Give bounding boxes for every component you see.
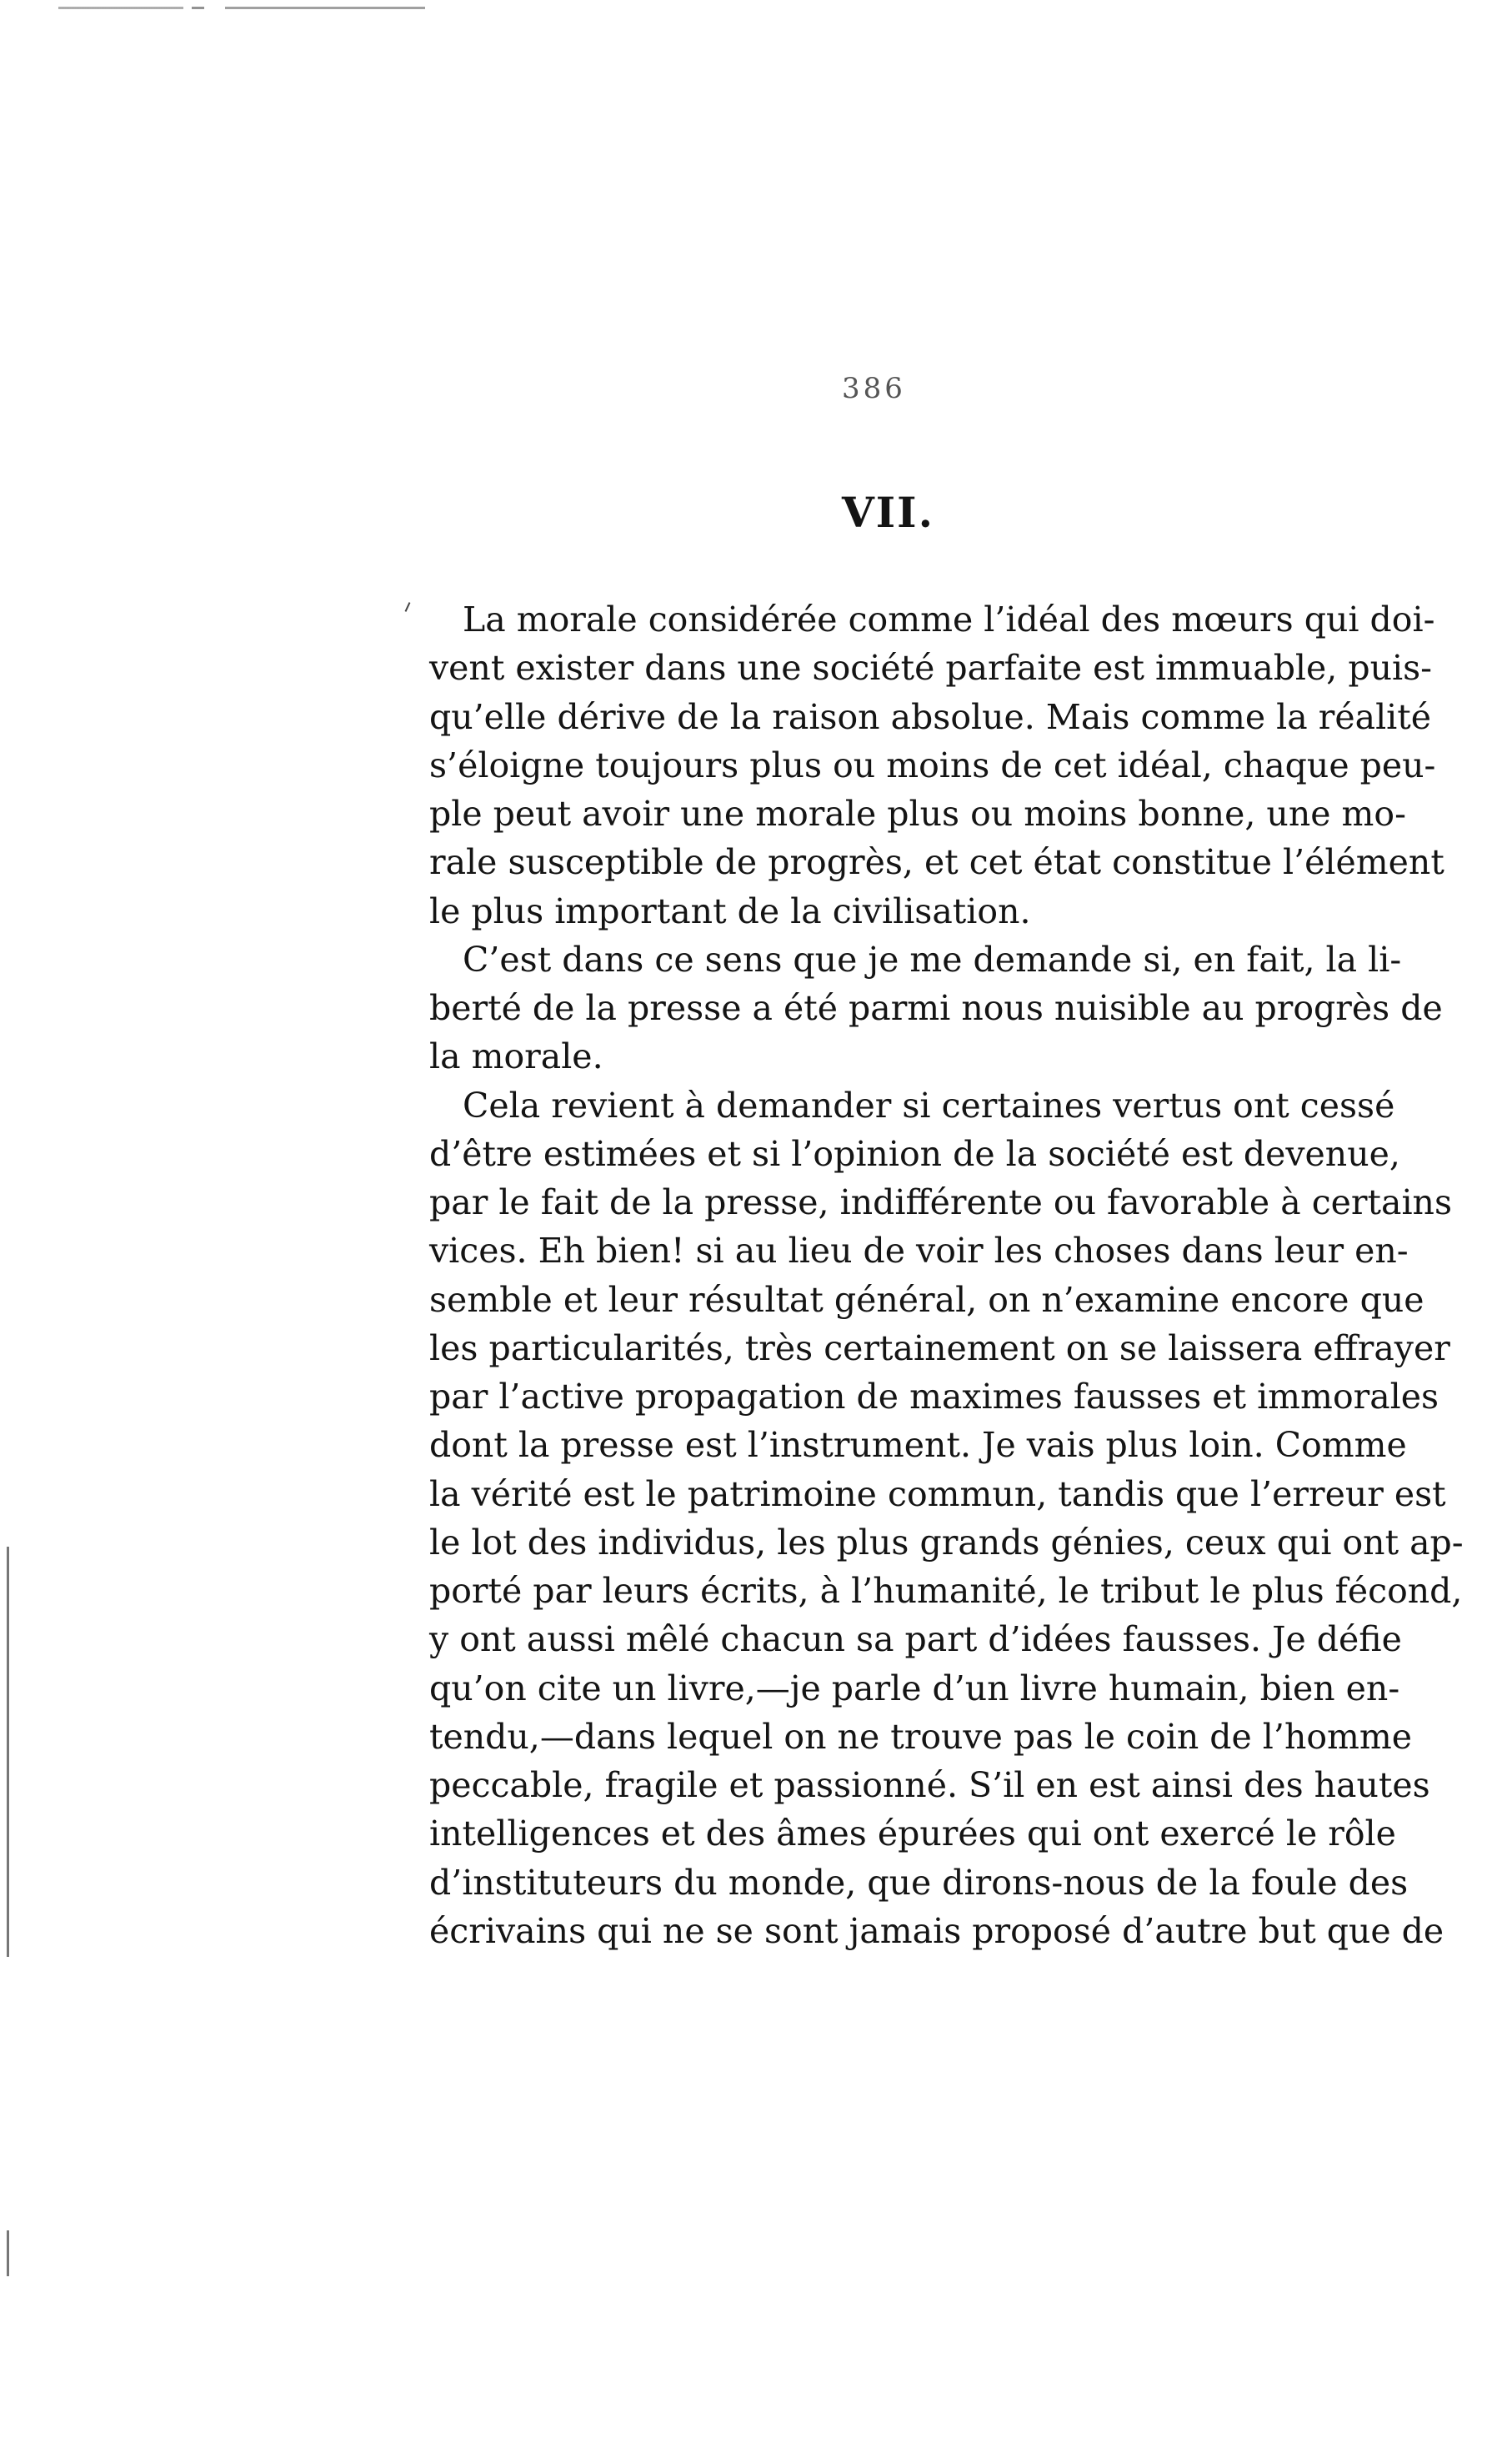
text-line: la vérité est le patrimoine commun, tandis que l’erreur est	[429, 1473, 1446, 1514]
text-line: le plus important de la civilisation.	[429, 890, 1031, 931]
text-line: La morale considérée comme l’idéal des mœurs qui doi-	[463, 599, 1435, 640]
margin-tick	[7, 1897, 9, 1957]
text-line: la morale.	[429, 1036, 603, 1077]
margin-tick	[7, 1697, 9, 1747]
text-line: y ont aussi mêlé chacun sa part d’idées fausses. Je défie	[429, 1619, 1402, 1660]
stray-ink-mark	[405, 602, 411, 612]
text-line: berté de la presse a été parmi nous nuisible au progrès de	[429, 988, 1443, 1028]
text-line: dont la presse est l’instrument. Je vais plus loin. Comme	[429, 1425, 1407, 1466]
text-line: par le fait de la presse, indifférente ou favorable à certains	[429, 1182, 1452, 1222]
text-line: intelligences et des âmes épurées qui ont exercé le rôle	[429, 1813, 1396, 1854]
text-line: ple peut avoir une morale plus ou moins bonne, une mo-	[429, 794, 1406, 834]
text-line: vent exister dans une société parfaite est immuable, puis-	[429, 648, 1433, 689]
text-line: le lot des individus, les plus grands génies, ceux qui ont ap-	[429, 1522, 1464, 1563]
body-text	[429, 595, 1464, 1955]
page-number: 386	[842, 372, 906, 405]
text-line: qu’elle dérive de la raison absolue. Mais comme la réalité	[429, 696, 1432, 737]
text-line: par l’active propagation de maximes fausses et immorales	[429, 1377, 1439, 1417]
text-line: semble et leur résultat général, on n’examine encore que	[429, 1279, 1424, 1320]
scan-top-rule	[58, 7, 425, 9]
margin-tick	[7, 1647, 9, 1697]
margin-tick	[7, 1847, 9, 1897]
text-line: s’éloigne toujours plus ou moins de cet idéal, chaque peu-	[429, 745, 1436, 785]
text-line: d’être estimées et si l’opinion de la société est devenue,	[429, 1133, 1400, 1174]
text-line: Cela revient à demander si certaines vertus ont cessé	[463, 1085, 1395, 1126]
text-line: écrivains qui ne se sont jamais proposé d’autre but que de	[429, 1910, 1444, 1951]
margin-tick	[7, 1547, 9, 1598]
margin-tick	[7, 2230, 9, 2276]
text-line: tendu,—dans lequel on ne trouve pas le coin de l’homme	[429, 1716, 1413, 1757]
text-line: rale susceptible de progrès, et cet état constitue l’élément	[429, 842, 1444, 883]
text-line: C’est dans ce sens que je me demande si, en fait, la li-	[463, 939, 1402, 980]
text-line: vices. Eh bien! si au lieu de voir les choses dans leur en-	[429, 1231, 1409, 1272]
text-line: qu’on cite un livre,—je parle d’un livre humain, bien en-	[429, 1668, 1400, 1708]
margin-tick	[7, 1597, 9, 1647]
chapter-heading: VII.	[842, 488, 934, 537]
text-line: les particularités, très certainement on se laissera effrayer	[429, 1327, 1450, 1368]
margin-tick	[7, 1797, 9, 1847]
text-line: d’instituteurs du monde, que dirons-nous de la foule des	[429, 1862, 1409, 1903]
text-line: porté par leurs écrits, à l’humanité, le tribut le plus fécond,	[429, 1571, 1463, 1611]
text-line: peccable, fragile et passionné. S’il en est ainsi des hautes	[429, 1765, 1430, 1805]
margin-tick	[7, 1747, 9, 1797]
